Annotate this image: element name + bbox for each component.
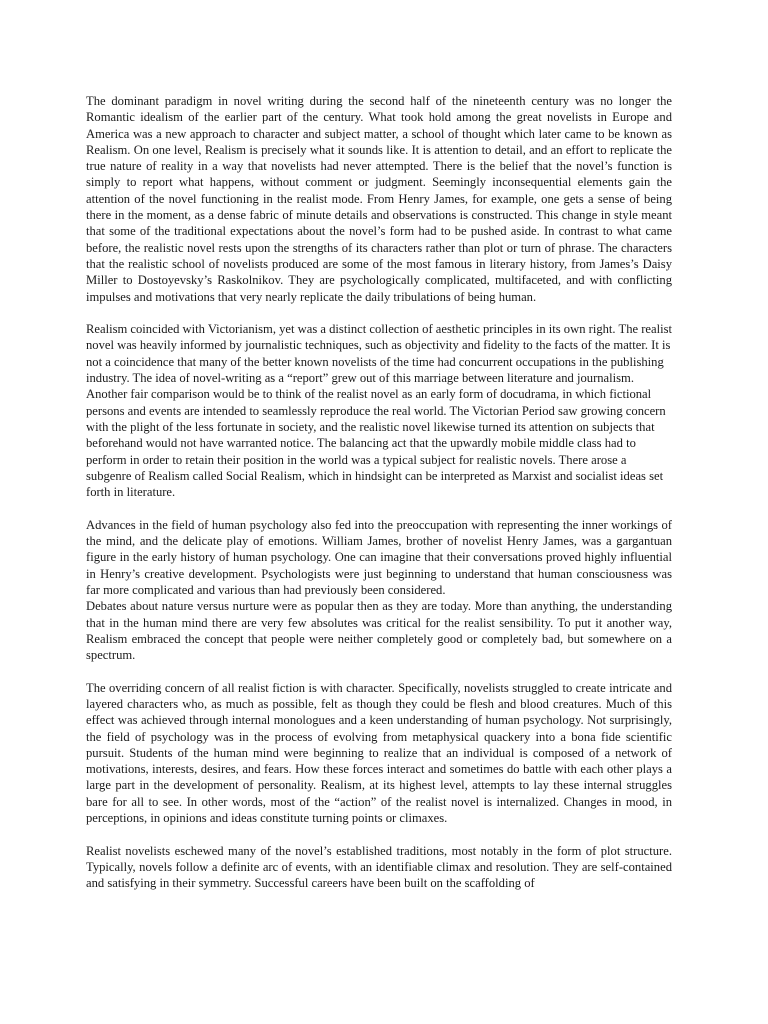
paragraph-nature-nurture: Debates about nature versus nurture were as popular then as they are today. More than anything, the understanding that in the human mind there are very few absolutes was critical for the realist sensibility. To put it another way, Realism embraced the concept that people were neither completely good or completely bad, but somewhere on a spectrum. [86,599,672,663]
paragraph-character-concern: The overriding concern of all realist fiction is with character. Specifically, novelists struggled to create intricate and layered characters who, as much as possible, felt as though they could be flesh and blood creatures. Much of this effect was achieved through internal monologues and a keen understanding of human psychology. Not surprisingly, the field of psychology was in the process of evolving from metaphysical quackery into a bona fide scientific pursuit. Students of the human mind were beginning to realize that an individual is composed of a network of motivations, interests, desires, and fears. How these forces interact and sometimes do battle with each other plays a large part in the development of personality. Realism, at its highest level, attempts to lay these internal struggles bare for all to see. In other words, most of the “action” of the realist novel is internalized. Changes in mood, in perceptions, in opinions and ideas constitute turning points or climaxes. [86,680,672,826]
paragraph-realism-victorianism: Realism coincided with Victorianism, yet was a distinct collection of aesthetic principles in its own right. The realist novel was heavily informed by journalistic techniques, such as objectivity and fidelity to the facts of the matter. It is not a coincidence that many of the better known novelists of the time had concurrent occupations in the publishing industry. The idea of novel-writing as a “report” grew out of this marriage between literature and journalism. Another fair comparison would be to think of the realist novel as an early form of docudrama, in which fictional persons and events are intended to seamlessly reproduce the real world. The Victorian Period saw growing concern with the plight of the less fortunate in society, and the realistic novel likewise turned its attention on subjects that beforehand would not have warranted notice. The balancing act that the upwardly mobile middle class had to perform in order to retain their position in the world was a typical subject for realistic novels. There arose a subgenre of Realism called Social Realism, which in hindsight can be interpreted as Marxist and socialist ideas set forth in literature. [86,322,673,500]
paragraph-human-psychology: Advances in the field of human psychology also fed into the preoccupation with representing the inner workings of the mind, and the delicate play of emotions. William James, brother of novelist Henry James, was a gargantuan figure in the early history of human psychology. One can imagine that their conversations proved highly influential in Henry’s creative development. Psychologists were just beginning to understand that human consciousness was far more complicated and various than had previously been considered. [86,517,672,597]
paragraph-plot-structure: Realist novelists eschewed many of the novel’s established traditions, most notably in the form of plot structure. Typically, novels follow a definite arc of events, with an identifiable climax and resolution. They are self-contained and satisfying in their symmetry. Successful careers have been built on the scaffolding of [86,843,672,891]
document-page [86,93,672,908]
paragraph-realism-paradigm: The dominant paradigm in novel writing during the second half of the nineteenth century was no longer the Romantic idealism of the earlier part of the century. What took hold among the great novelists in Europe and America was a new approach to character and subject matter, a school of thought which later came to be known as Realism. On one level, Realism is precisely what it sounds like. It is attention to detail, and an effort to replicate the true nature of reality in a way that novelists had never attempted. There is the belief that the novel’s function is simply to report what happens, without comment or judgment. Seemingly inconsequential elements gain the attention of the novel functioning in the realist mode. From Henry James, for example, one gets a sense of being there in the moment, as a dense fabric of minute details and observations is constructed. This change in style meant that some of the traditional expectations about the novel’s form had to be pushed aside. In contrast to what came before, the realistic novel rests upon the strengths of its characters rather than plot or turn of phrase. The characters that the realistic school of novelists produced are some of the most famous in literary history, from James’s Daisy Miller to Dostoyevsky’s Raskolnikov. They are psychologically complicated, multifaceted, and with conflicting impulses and motivations that very nearly replicate the daily tribulations of being human. [86,94,672,304]
